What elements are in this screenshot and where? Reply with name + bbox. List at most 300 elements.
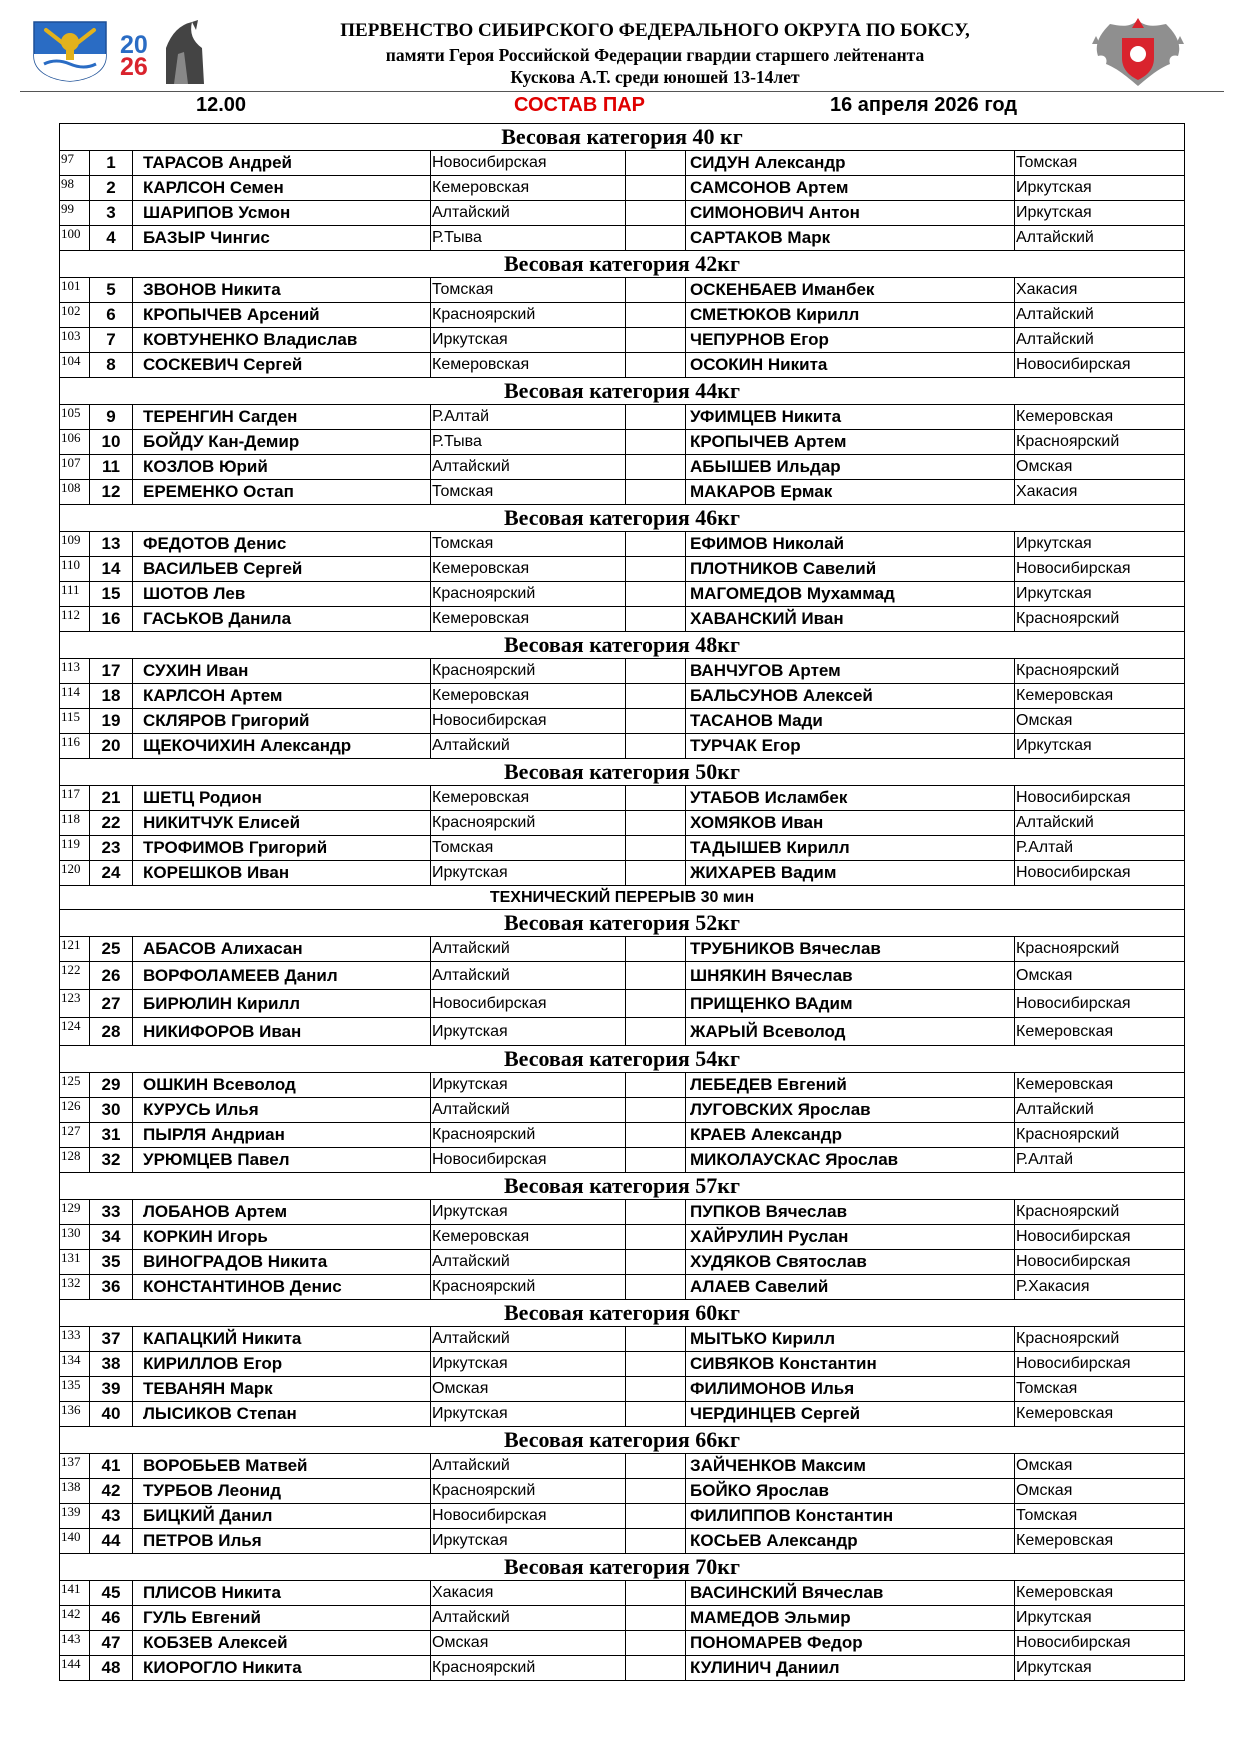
bout-number: 17 [90, 659, 133, 683]
red-corner-name: АБАСОВ Алихасан [133, 937, 431, 961]
bout-row [60, 582, 1184, 607]
red-corner-region: Алтайский [431, 1606, 626, 1630]
bout-number: 47 [90, 1631, 133, 1655]
spacer-cell [626, 836, 686, 860]
blue-corner-region: Иркутская [1016, 204, 1092, 221]
blue-corner-name: МАКАРОВ Ермак [686, 480, 1015, 504]
bout-number: 25 [90, 937, 133, 961]
red-corner-region: Алтайский [431, 1250, 626, 1274]
red-corner-region: Новосибирская [431, 1148, 626, 1172]
red-corner-name: ШОТОВ Лев [133, 582, 431, 606]
spacer-cell [626, 1275, 686, 1299]
red-corner-region: Иркутская [431, 861, 626, 885]
red-corner-region: Красноярский [431, 582, 626, 606]
bout-number: 35 [90, 1250, 133, 1274]
red-corner-name: ГУЛЬ Евгений [133, 1606, 431, 1630]
blue-corner-region: Кемеровская [1016, 1023, 1114, 1040]
blue-corner-region: Р.Алтай [1016, 839, 1074, 856]
blue-corner-region: Иркутская [1016, 535, 1092, 552]
bout-id: 98 [60, 176, 90, 200]
blue-corner-region: Омская [1016, 967, 1073, 984]
blue-corner-region: Красноярский [1016, 1203, 1120, 1220]
red-corner-region: Иркутская [431, 328, 626, 352]
blue-corner-region: Новосибирская [1016, 560, 1131, 577]
title-line-1: ПЕРВЕНСТВО СИБИРСКОГО ФЕДЕРАЛЬНОГО ОКРУГА ПО БОКСУ, [340, 20, 970, 41]
blue-corner-region: Хакасия [1016, 281, 1078, 298]
bout-row [60, 1479, 1184, 1504]
blue-corner-name: СИДУН Александр [686, 151, 1015, 175]
red-corner-name: ЛЫСИКОВ Степан [133, 1402, 431, 1426]
bout-row [60, 226, 1184, 251]
spacer-cell [626, 709, 686, 733]
spacer-cell [626, 1504, 686, 1528]
bout-number: 9 [90, 405, 133, 429]
red-corner-name: НИКИТЧУК Елисей [133, 811, 431, 835]
blue-corner-region: Омская [1016, 1482, 1073, 1499]
spacer-cell [626, 353, 686, 377]
red-corner-region: Красноярский [431, 1656, 626, 1680]
spacer-cell [626, 607, 686, 631]
bout-id: 143 [60, 1631, 90, 1655]
red-corner-region: Омская [431, 1377, 626, 1401]
spacer-cell [626, 328, 686, 352]
weight-category-heading: Весовая категория 54кг [60, 1046, 1184, 1073]
spacer-cell [626, 1250, 686, 1274]
bout-id: 144 [60, 1656, 90, 1680]
bout-row [60, 734, 1184, 759]
bout-number: 29 [90, 1073, 133, 1097]
title-line-2: памяти Героя Российской Федерации гвардии старшего лейтенанта [385, 45, 925, 65]
bout-row [60, 1225, 1184, 1250]
red-corner-region: Томская [431, 480, 626, 504]
red-corner-name: УРЮМЦЕВ Павел [133, 1148, 431, 1172]
bout-id: 132 [60, 1275, 90, 1299]
red-corner-region: Р.Алтай [431, 405, 626, 429]
blue-corner-region: Омская [1016, 712, 1073, 729]
red-corner-region: Красноярский [431, 659, 626, 683]
red-corner-name: ТРОФИМОВ Григорий [133, 836, 431, 860]
blue-corner-name: КОСЬЕВ Александр [686, 1529, 1015, 1553]
bout-id: 100 [60, 226, 90, 250]
bout-id: 101 [60, 278, 90, 302]
red-corner-name: ПЫРЛЯ Андриан [133, 1123, 431, 1147]
bout-row [60, 1073, 1184, 1098]
bout-number: 32 [90, 1148, 133, 1172]
red-corner-region: Иркутская [431, 1529, 626, 1553]
bout-row [60, 557, 1184, 582]
blue-corner-region: Алтайский [1016, 229, 1094, 246]
red-corner-region: Томская [431, 836, 626, 860]
bout-row [60, 1402, 1184, 1427]
bout-number: 11 [90, 455, 133, 479]
red-corner-region: Иркутская [431, 1402, 626, 1426]
spacer-cell [626, 430, 686, 454]
spacer-cell [626, 811, 686, 835]
blue-corner-name: ХОМЯКОВ Иван [686, 811, 1015, 835]
bout-number: 2 [90, 176, 133, 200]
bout-id: 118 [60, 811, 90, 835]
bout-number: 19 [90, 709, 133, 733]
bout-number: 20 [90, 734, 133, 758]
blue-corner-name: ХАЙРУЛИН Руслан [686, 1225, 1015, 1249]
bout-number: 15 [90, 582, 133, 606]
bout-id: 134 [60, 1352, 90, 1376]
bout-row [60, 278, 1184, 303]
red-corner-name: ЛОБАНОВ Артем [133, 1200, 431, 1224]
bout-id: 117 [60, 786, 90, 810]
spacer-cell [626, 1454, 686, 1478]
blue-corner-name: САРТАКОВ Марк [686, 226, 1015, 250]
red-corner-name: СКЛЯРОВ Григорий [133, 709, 431, 733]
bout-id: 122 [60, 962, 90, 989]
blue-corner-name: ЧЕПУРНОВ Егор [686, 328, 1015, 352]
blue-corner-name: КРАЕВ Александр [686, 1123, 1015, 1147]
blue-corner-region: Новосибирская [1016, 789, 1131, 806]
bout-row [60, 1123, 1184, 1148]
bout-id: 142 [60, 1606, 90, 1630]
blue-corner-region: Иркутская [1016, 585, 1092, 602]
bout-number: 6 [90, 303, 133, 327]
bout-id: 106 [60, 430, 90, 454]
weight-category-heading: Весовая категория 66кг [60, 1427, 1184, 1454]
bout-row [60, 1529, 1184, 1554]
bout-row [60, 1606, 1184, 1631]
spacer-cell [626, 1225, 686, 1249]
bout-row [60, 659, 1184, 684]
weight-category-heading: Весовая категория 48кг [60, 632, 1184, 659]
red-corner-name: КОБЗЕВ Алексей [133, 1631, 431, 1655]
logo-2026-bottom-text: 26 [120, 53, 148, 81]
bout-number: 31 [90, 1123, 133, 1147]
bout-row [60, 709, 1184, 734]
bout-row [60, 1656, 1184, 1681]
red-corner-name: ШЕТЦ Родион [133, 786, 431, 810]
red-corner-region: Новосибирская [431, 151, 626, 175]
red-corner-name: КОЗЛОВ Юрий [133, 455, 431, 479]
weight-category-heading: Весовая категория 46кг [60, 505, 1184, 532]
spacer-cell [626, 734, 686, 758]
blue-corner-region: Кемеровская [1016, 1532, 1114, 1549]
bout-id: 103 [60, 328, 90, 352]
weight-category-heading: Весовая категория 60кг [60, 1300, 1184, 1327]
spacer-cell [626, 1581, 686, 1605]
red-corner-region: Томская [431, 278, 626, 302]
red-corner-name: КРОПЫЧЕВ Арсений [133, 303, 431, 327]
bout-number: 7 [90, 328, 133, 352]
logo-2026-top-text: 20 [120, 31, 148, 59]
blue-corner-region: Иркутская [1016, 1659, 1092, 1676]
red-corner-region: Кемеровская [431, 607, 626, 631]
bout-id: 119 [60, 836, 90, 860]
bout-id: 124 [60, 1018, 90, 1045]
bout-id: 140 [60, 1529, 90, 1553]
red-corner-name: ГАСЬКОВ Данила [133, 607, 431, 631]
red-corner-name: СОСКЕВИЧ Сергей [133, 353, 431, 377]
bout-row [60, 532, 1184, 557]
bout-row [60, 480, 1184, 505]
blue-corner-name: СИВЯКОВ Константин [686, 1352, 1015, 1376]
spacer-cell [626, 582, 686, 606]
bout-id: 120 [60, 861, 90, 885]
red-corner-region: Р.Тыва [431, 430, 626, 454]
blue-corner-region: Алтайский [1016, 306, 1094, 323]
blue-corner-name: МАМЕДОВ Эльмир [686, 1606, 1015, 1630]
red-corner-name: ТЕРЕНГИН Сагден [133, 405, 431, 429]
red-corner-name: КУРУСЬ Илья [133, 1098, 431, 1122]
blue-corner-name: ХАВАНСКИЙ Иван [686, 607, 1015, 631]
red-corner-region: Алтайский [431, 1454, 626, 1478]
spacer-cell [626, 176, 686, 200]
blue-corner-name: ВАСИНСКИЙ Вячеслав [686, 1581, 1015, 1605]
spacer-cell [626, 303, 686, 327]
spacer-cell [626, 1200, 686, 1224]
bout-id: 109 [60, 532, 90, 556]
blue-corner-region: Омская [1016, 458, 1073, 475]
spacer-cell [626, 405, 686, 429]
blue-corner-region: Красноярский [1016, 1126, 1120, 1143]
bout-number: 3 [90, 201, 133, 225]
spacer-cell [626, 1377, 686, 1401]
spacer-cell [626, 1327, 686, 1351]
red-corner-region: Хакасия [431, 1581, 626, 1605]
red-corner-region: Омская [431, 1631, 626, 1655]
weight-category-heading: Весовая категория 50кг [60, 759, 1184, 786]
bout-row [60, 990, 1184, 1018]
bout-id: 107 [60, 455, 90, 479]
bout-row [60, 1275, 1184, 1300]
bout-id: 114 [60, 684, 90, 708]
boxing-federation-emblem-icon [1090, 14, 1186, 90]
red-corner-name: КАРЛСОН Семен [133, 176, 431, 200]
spacer-cell [626, 1656, 686, 1680]
red-corner-name: ОШКИН Всеволод [133, 1073, 431, 1097]
bout-row [60, 811, 1184, 836]
spacer-cell [626, 1606, 686, 1630]
bout-number: 36 [90, 1275, 133, 1299]
blue-corner-name: ФИЛИППОВ Константин [686, 1504, 1015, 1528]
bout-number: 10 [90, 430, 133, 454]
red-corner-name: КИОРОГЛО Никита [133, 1656, 431, 1680]
blue-corner-region: Новосибирская [1016, 356, 1131, 373]
list-subheader [0, 94, 1241, 120]
weight-category-heading: Весовая категория 57кг [60, 1173, 1184, 1200]
bout-id: 138 [60, 1479, 90, 1503]
bout-id: 133 [60, 1327, 90, 1351]
red-corner-name: БОЙДУ Кан-Демир [133, 430, 431, 454]
blue-corner-region: Иркутская [1016, 1609, 1092, 1626]
blue-corner-name: СМЕТЮКОВ Кирилл [686, 303, 1015, 327]
blue-corner-name: ЛУГОВСКИХ Ярослав [686, 1098, 1015, 1122]
blue-corner-region: Хакасия [1016, 483, 1078, 500]
bout-number: 28 [90, 1018, 133, 1045]
bout-id: 113 [60, 659, 90, 683]
red-corner-region: Новосибирская [431, 1504, 626, 1528]
bout-number: 42 [90, 1479, 133, 1503]
blue-corner-region: Омская [1016, 1457, 1073, 1474]
bout-id: 129 [60, 1200, 90, 1224]
red-corner-region: Иркутская [431, 1352, 626, 1376]
blue-corner-name: ЖИХАРЕВ Вадим [686, 861, 1015, 885]
bout-number: 16 [90, 607, 133, 631]
spacer-cell [626, 201, 686, 225]
blue-corner-region: Новосибирская [1016, 1634, 1131, 1651]
bout-row [60, 1200, 1184, 1225]
blue-corner-region: Р.Хакасия [1016, 1278, 1090, 1295]
blue-corner-name: ЖАРЫЙ Всеволод [686, 1018, 1015, 1045]
bout-row [60, 455, 1184, 480]
spacer-cell [626, 861, 686, 885]
blue-corner-region: Иркутская [1016, 179, 1092, 196]
spacer-cell [626, 1073, 686, 1097]
red-corner-name: БАЗЫР Чингис [133, 226, 431, 250]
bout-id: 131 [60, 1250, 90, 1274]
bout-row [60, 962, 1184, 990]
blue-corner-region: Томская [1016, 1507, 1078, 1524]
blue-corner-region: Томская [1016, 1380, 1078, 1397]
blue-corner-region: Кемеровская [1016, 1405, 1114, 1422]
red-corner-name: СУХИН Иван [133, 659, 431, 683]
blue-corner-name: ТАДЫШЕВ Кирилл [686, 836, 1015, 860]
bout-row [60, 1504, 1184, 1529]
red-corner-region: Иркутская [431, 1200, 626, 1224]
bout-number: 41 [90, 1454, 133, 1478]
bout-row [60, 201, 1184, 226]
bout-number: 46 [90, 1606, 133, 1630]
bout-row [60, 151, 1184, 176]
red-corner-region: Новосибирская [431, 709, 626, 733]
bout-id: 105 [60, 405, 90, 429]
blue-corner-name: МАГОМЕДОВ Мухаммад [686, 582, 1015, 606]
bout-row [60, 937, 1184, 962]
bout-number: 30 [90, 1098, 133, 1122]
blue-corner-region: Красноярский [1016, 662, 1120, 679]
start-time: 12.00 [196, 94, 247, 116]
spacer-cell [626, 684, 686, 708]
weight-category-heading: Весовая категория 40 кг [60, 124, 1184, 151]
red-corner-name: КОНСТАНТИНОВ Денис [133, 1275, 431, 1299]
bout-number: 38 [90, 1352, 133, 1376]
red-corner-region: Алтайский [431, 1327, 626, 1351]
title-line-3: Кускова А.Т. среди юношей 13-14лет [510, 67, 800, 87]
blue-corner-name: ЧЕРДИНЦЕВ Сергей [686, 1402, 1015, 1426]
weight-category-heading: Весовая категория 44кг [60, 378, 1184, 405]
bout-number: 34 [90, 1225, 133, 1249]
red-corner-region: Иркутская [431, 1018, 626, 1045]
bout-number: 22 [90, 811, 133, 835]
bout-number: 5 [90, 278, 133, 302]
blue-corner-name: СИМОНОВИЧ Антон [686, 201, 1015, 225]
blue-corner-name: ВАНЧУГОВ Артем [686, 659, 1015, 683]
blue-corner-name: ШНЯКИН Вячеслав [686, 962, 1015, 989]
blue-corner-name: ТАСАНОВ Мади [686, 709, 1015, 733]
bout-row [60, 607, 1184, 632]
red-corner-name: ШАРИПОВ Усмон [133, 201, 431, 225]
bout-id: 110 [60, 557, 90, 581]
spacer-cell [626, 1631, 686, 1655]
bout-number: 43 [90, 1504, 133, 1528]
red-corner-name: ЕРЕМЕНКО Остап [133, 480, 431, 504]
blue-corner-name: ХУДЯКОВ Святослав [686, 1250, 1015, 1274]
bout-row [60, 405, 1184, 430]
bout-row [60, 1148, 1184, 1173]
red-corner-name: КОРКИН Игорь [133, 1225, 431, 1249]
blue-corner-name: ОСКЕНБАЕВ Иманбек [686, 278, 1015, 302]
red-corner-region: Кемеровская [431, 557, 626, 581]
bout-id: 102 [60, 303, 90, 327]
bout-id: 97 [60, 151, 90, 175]
blue-corner-region: Кемеровская [1016, 1076, 1114, 1093]
bout-number: 44 [90, 1529, 133, 1553]
red-corner-region: Алтайский [431, 962, 626, 989]
red-corner-name: НИКИФОРОВ Иван [133, 1018, 431, 1045]
bout-row [60, 328, 1184, 353]
list-title: СОСТАВ ПАР [514, 94, 646, 116]
spacer-cell [626, 1123, 686, 1147]
spacer-cell [626, 659, 686, 683]
bout-number: 26 [90, 962, 133, 989]
blue-corner-region: Новосибирская [1016, 1355, 1131, 1372]
year-2026-emblem-icon [118, 18, 210, 86]
red-corner-name: ТУРБОВ Леонид [133, 1479, 431, 1503]
bout-number: 33 [90, 1200, 133, 1224]
red-corner-region: Р.Тыва [431, 226, 626, 250]
spacer-cell [626, 1402, 686, 1426]
bout-row [60, 836, 1184, 861]
blue-corner-region: Кемеровская [1016, 687, 1114, 704]
blue-corner-name: КРОПЫЧЕВ Артем [686, 430, 1015, 454]
blue-corner-region: Красноярский [1016, 1330, 1120, 1347]
blue-corner-name: АЛАЕВ Савелий [686, 1275, 1015, 1299]
blue-corner-name: АБЫШЕВ Ильдар [686, 455, 1015, 479]
red-corner-region: Алтайский [431, 1098, 626, 1122]
blue-corner-name: УТАБОВ Исламбек [686, 786, 1015, 810]
spacer-cell [626, 226, 686, 250]
red-corner-region: Алтайский [431, 734, 626, 758]
bout-row [60, 430, 1184, 455]
blue-corner-region: Новосибирская [1016, 1253, 1131, 1270]
bout-number: 24 [90, 861, 133, 885]
blue-corner-region: Кемеровская [1016, 1584, 1114, 1601]
blue-corner-region: Томская [1016, 154, 1078, 171]
spacer-cell [626, 278, 686, 302]
red-corner-region: Кемеровская [431, 1225, 626, 1249]
red-corner-name: БИЦКИЙ Данил [133, 1504, 431, 1528]
blue-corner-region: Красноярский [1016, 433, 1120, 450]
blue-corner-region: Новосибирская [1016, 1228, 1131, 1245]
red-corner-region: Алтайский [431, 937, 626, 961]
bout-id: 139 [60, 1504, 90, 1528]
red-corner-name: ФЕДОТОВ Денис [133, 532, 431, 556]
blue-corner-name: ПОНОМАРЕВ Федор [686, 1631, 1015, 1655]
bout-row [60, 1631, 1184, 1656]
bout-number: 13 [90, 532, 133, 556]
blue-corner-name: БОЙКО Ярослав [686, 1479, 1015, 1503]
red-corner-region: Красноярский [431, 303, 626, 327]
document-header [0, 0, 1241, 92]
bout-row [60, 353, 1184, 378]
bout-row [60, 176, 1184, 201]
blue-corner-name: ЛЕБЕДЕВ Евгений [686, 1073, 1015, 1097]
red-corner-name: ВОРОБЬЕВ Матвей [133, 1454, 431, 1478]
red-corner-name: ЗВОНОВ Никита [133, 278, 431, 302]
red-corner-name: КИРИЛЛОВ Егор [133, 1352, 431, 1376]
blue-corner-name: ПРИЩЕНКО ВАдим [686, 990, 1015, 1017]
red-corner-region: Красноярский [431, 1275, 626, 1299]
red-corner-region: Алтайский [431, 455, 626, 479]
bout-number: 18 [90, 684, 133, 708]
bout-row [60, 1327, 1184, 1352]
blue-corner-name: ПУПКОВ Вячеслав [686, 1200, 1015, 1224]
